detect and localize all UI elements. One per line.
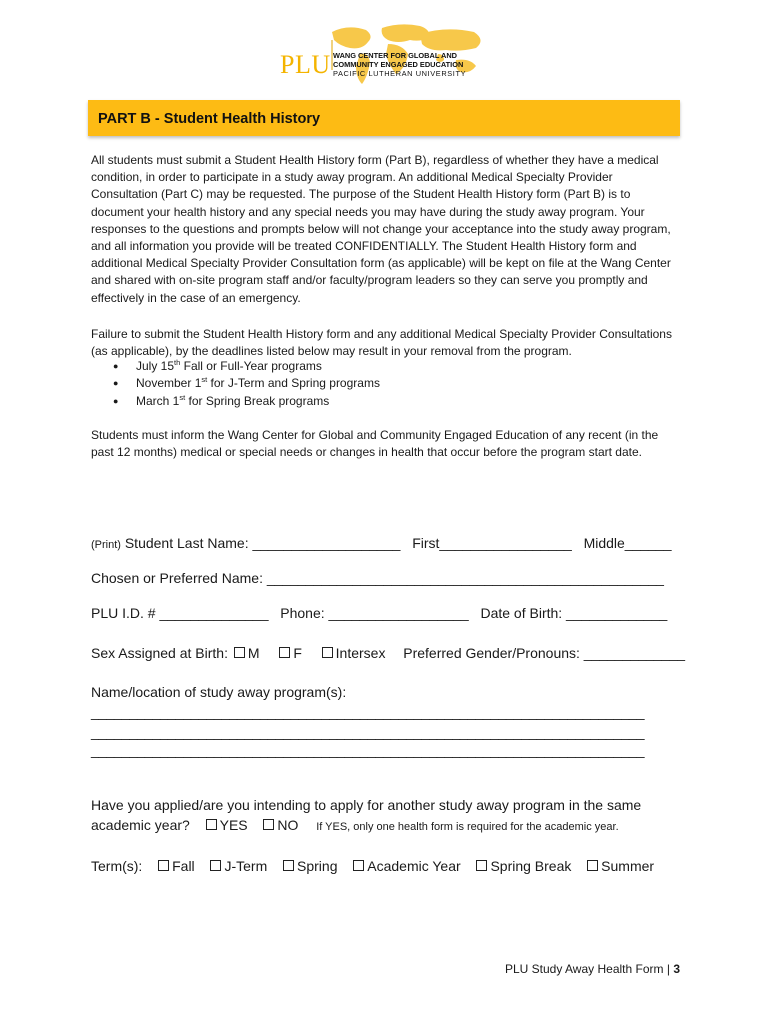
inform-paragraph: Students must inform the Wang Center for Global and Community Engaged Education of any recent (in the past 12 months) medical or special needs or changes in health that occur before the program start date. [91,428,659,460]
page-number: 3 [673,962,680,976]
name-row [91,535,672,551]
sex-label: Sex Assigned at Birth: [91,645,228,661]
sex-row [91,645,685,661]
section-banner [88,100,680,136]
page-footer [505,962,680,976]
program-line-1[interactable]: ________________________________________________________________________ [91,704,645,720]
logo-line-2: COMMUNITY ENGAGED EDUCATION [333,59,464,69]
applied-note: If YES, only one health form is required for the academic year. [316,821,619,833]
plu-wordmark: PLU [280,50,331,79]
deadline-item: ● July 15th Fall or Full-Year programs [113,358,380,375]
sex-f-checkbox[interactable] [279,647,290,658]
sex-intersex-label: Intersex [335,645,386,661]
sex-f-label: F [293,645,302,661]
no-checkbox[interactable] [263,819,274,830]
yes-label: YES [219,817,248,833]
program-line-3[interactable]: ________________________________________________________________________ [91,742,645,758]
deadline-list [113,358,380,410]
term-fall-checkbox[interactable] [158,860,169,871]
wang-center-logo [270,20,500,94]
id-row [91,605,667,621]
program-label: Name/location of study away program(s): [91,684,347,700]
first-name-field[interactable]: First_________________ [412,535,572,551]
deadline-item: ● November 1st for J-Term and Spring programs [113,375,380,392]
failure-paragraph: Failure to submit the Student Health History form and any additional Medical Specialty Provider Consultations (as applicable), by the deadlines listed below may result in your removal from the program. [91,327,672,359]
phone-field[interactable]: Phone: __________________ [280,605,469,621]
term-fall-label: Fall [172,858,195,874]
last-name-field[interactable]: Student Last Name: ___________________ [124,535,401,551]
applied-question: Have you applied/are you intending to apply for another study away program in the same [91,797,642,813]
term-spring-break-checkbox[interactable] [476,860,487,871]
dob-field[interactable]: Date of Birth: _____________ [480,605,668,621]
middle-name-field[interactable]: Middle______ [583,535,672,551]
terms-row [91,858,654,874]
term-jterm-label: J-Term [224,858,268,874]
logo-text [333,52,466,78]
terms-label: Term(s): [91,858,143,874]
applied-row [91,817,619,833]
sex-m-label: M [247,645,260,661]
footer-separator: | [666,962,670,976]
print-label: (Print) [91,539,121,551]
section-title: PART B - Student Health History [98,111,321,127]
applied-question-cont: academic year? [91,817,190,833]
term-jterm-checkbox[interactable] [210,860,221,871]
term-spring-break-label: Spring Break [490,858,572,874]
yes-checkbox[interactable] [206,819,217,830]
chosen-name-field[interactable]: Chosen or Preferred Name: ___________________________________________________ [91,570,664,586]
term-spring-label: Spring [297,858,338,874]
term-spring-checkbox[interactable] [283,860,294,871]
term-summer-label: Summer [601,858,655,874]
deadline-item: ● March 1st for Spring Break programs [113,393,380,410]
term-academic-year-label: Academic Year [367,858,461,874]
logo-line-1: WANG CENTER FOR GLOBAL AND [333,51,457,60]
pronouns-field[interactable]: Preferred Gender/Pronouns: _____________ [403,645,686,661]
sex-m-checkbox[interactable] [234,647,245,658]
logo-line-3: PACIFIC LUTHERAN UNIVERSITY [333,68,467,78]
plu-id-field[interactable]: PLU I.D. # ______________ [91,605,269,621]
no-label: NO [277,817,299,833]
term-academic-year-checkbox[interactable] [353,860,364,871]
intro-paragraph: All students must submit a Student Health History form (Part B), regardless of whether they have a medical condition, in order to participate in a study away program. An additional Medical Specialty Provider Consultation (Part C) may be requested. The purpose of the Student Health History form (Part B) is to document your health history and any special needs you may have during the study away program. Your responses to the questions and prompts below will not change your acceptance into the study away program, and all information you provide will be treated CONFIDENTIALLY. The Student Health History form and additional Medical Specialty Provider Consultation form (as applicable) will be kept on file at the Wang Center and shared with on-site program staff and/or faculty/program leaders so they can serve you promptly and effectively in the case of an emergency. [91,153,671,305]
term-summer-checkbox[interactable] [587,860,598,871]
program-line-2[interactable]: ________________________________________________________________________ [91,724,645,740]
sex-intersex-checkbox[interactable] [322,647,333,658]
footer-text: PLU Study Away Health Form [504,962,664,976]
